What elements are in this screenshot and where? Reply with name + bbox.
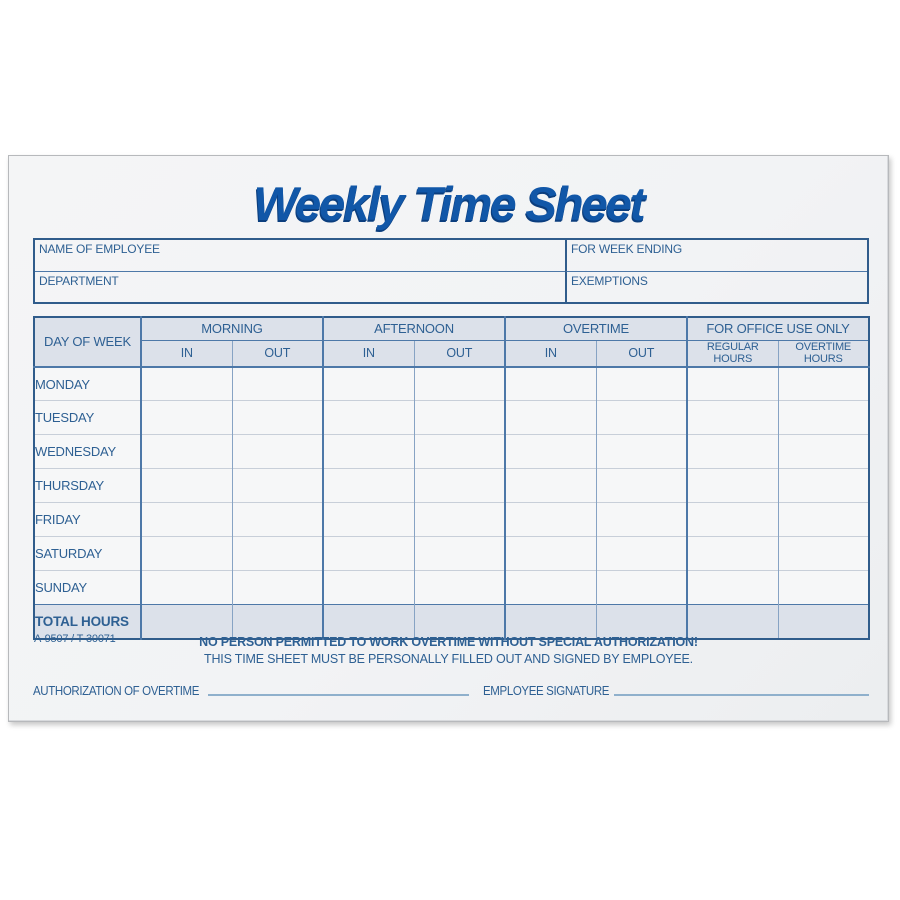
time-entry-cell bbox=[141, 537, 232, 571]
time-entry-cell bbox=[596, 537, 687, 571]
day-label-wednesday: WEDNESDAY bbox=[34, 435, 141, 469]
day-label-tuesday: TUESDAY bbox=[34, 401, 141, 435]
form-title: Weekly Time Sheet bbox=[253, 177, 644, 230]
time-entry-cell bbox=[323, 503, 414, 537]
timesheet-table bbox=[33, 316, 870, 640]
column-header-day-of-week: DAY OF WEEK bbox=[34, 317, 141, 367]
total-entry-cell bbox=[232, 605, 323, 639]
day-label-friday: FRIDAY bbox=[34, 503, 141, 537]
hours-entry-cell bbox=[687, 571, 778, 605]
column-header-office-use: FOR OFFICE USE ONLY bbox=[687, 317, 869, 340]
time-entry-cell bbox=[414, 469, 505, 503]
employee-signature-field bbox=[483, 680, 869, 698]
department-label: DEPARTMENT bbox=[39, 274, 119, 288]
time-entry-cell bbox=[141, 367, 232, 401]
time-entry-cell bbox=[414, 537, 505, 571]
time-entry-cell bbox=[323, 401, 414, 435]
column-header-afternoon: AFTERNOON bbox=[323, 317, 505, 340]
hours-entry-cell bbox=[778, 537, 869, 571]
time-entry-cell bbox=[414, 367, 505, 401]
column-header-morning-in: IN bbox=[141, 340, 232, 367]
column-header-overtime-in: IN bbox=[505, 340, 596, 367]
column-header-morning-out: OUT bbox=[232, 340, 323, 367]
signature-notice-text: THIS TIME SHEET MUST BE PERSONALLY FILLED OUT AND SIGNED BY EMPLOYEE. bbox=[204, 652, 693, 666]
table-row-total-hours bbox=[34, 605, 869, 639]
authorization-signature-line bbox=[208, 694, 469, 696]
time-entry-cell bbox=[414, 503, 505, 537]
time-entry-cell bbox=[505, 503, 596, 537]
time-entry-cell bbox=[596, 469, 687, 503]
name-of-employee-label: NAME OF EMPLOYEE bbox=[39, 242, 160, 256]
table-row-saturday bbox=[34, 537, 869, 571]
hours-entry-cell bbox=[687, 401, 778, 435]
hours-entry-cell bbox=[687, 367, 778, 401]
time-entry-cell bbox=[141, 503, 232, 537]
total-entry-cell bbox=[687, 605, 778, 639]
time-entry-cell bbox=[505, 537, 596, 571]
total-entry-cell bbox=[414, 605, 505, 639]
time-entry-cell bbox=[323, 367, 414, 401]
column-header-overtime-hours: OVERTIME HOURS bbox=[778, 340, 869, 367]
column-header-overtime-out: OUT bbox=[596, 340, 687, 367]
time-entry-cell bbox=[141, 401, 232, 435]
day-label-sunday: SUNDAY bbox=[34, 571, 141, 605]
timesheet-form bbox=[8, 155, 889, 722]
time-entry-cell bbox=[141, 469, 232, 503]
time-entry-cell bbox=[323, 537, 414, 571]
section-header-row bbox=[34, 317, 869, 340]
field-for-week-ending bbox=[565, 240, 867, 271]
hours-entry-cell bbox=[778, 401, 869, 435]
hours-entry-cell bbox=[687, 469, 778, 503]
time-entry-cell bbox=[141, 435, 232, 469]
overtime-warning-text: NO PERSON PERMITTED TO WORK OVERTIME WITHOUT SPECIAL AUTHORIZATION! bbox=[199, 635, 698, 649]
product-code: A-9507 / T-30071 bbox=[34, 633, 116, 645]
total-entry-cell bbox=[141, 605, 232, 639]
column-header-morning: MORNING bbox=[141, 317, 323, 340]
time-entry-cell bbox=[414, 435, 505, 469]
time-entry-cell bbox=[232, 537, 323, 571]
time-entry-cell bbox=[596, 401, 687, 435]
hours-entry-cell bbox=[687, 503, 778, 537]
total-entry-cell bbox=[596, 605, 687, 639]
time-entry-cell bbox=[232, 571, 323, 605]
table-row-tuesday bbox=[34, 401, 869, 435]
employee-signature-line bbox=[614, 694, 869, 696]
time-entry-cell bbox=[505, 435, 596, 469]
time-entry-cell bbox=[232, 435, 323, 469]
table-row-friday bbox=[34, 503, 869, 537]
authorization-of-overtime-label: AUTHORIZATION OF OVERTIME bbox=[33, 684, 200, 698]
time-entry-cell bbox=[505, 367, 596, 401]
field-name-of-employee bbox=[35, 240, 565, 271]
hours-entry-cell bbox=[778, 571, 869, 605]
employee-signature-label: EMPLOYEE SIGNATURE bbox=[482, 684, 609, 698]
hours-entry-cell bbox=[778, 469, 869, 503]
column-header-overtime: OVERTIME bbox=[505, 317, 687, 340]
total-entry-cell bbox=[778, 605, 869, 639]
employee-info-box bbox=[33, 238, 869, 304]
for-week-ending-label: FOR WEEK ENDING bbox=[571, 242, 683, 256]
time-entry-cell bbox=[505, 571, 596, 605]
time-entry-cell bbox=[141, 571, 232, 605]
day-label-thursday: THURSDAY bbox=[34, 469, 141, 503]
total-entry-cell bbox=[323, 605, 414, 639]
time-entry-cell bbox=[323, 435, 414, 469]
exemptions-label: EXEMPTIONS bbox=[571, 274, 648, 288]
field-department bbox=[35, 271, 565, 302]
table-row-sunday bbox=[34, 571, 869, 605]
time-entry-cell bbox=[323, 469, 414, 503]
time-entry-cell bbox=[232, 469, 323, 503]
hours-entry-cell bbox=[687, 537, 778, 571]
time-entry-cell bbox=[596, 571, 687, 605]
time-entry-cell bbox=[596, 435, 687, 469]
time-entry-cell bbox=[232, 367, 323, 401]
column-header-afternoon-out: OUT bbox=[414, 340, 505, 367]
authorization-of-overtime-field bbox=[33, 680, 469, 698]
time-entry-cell bbox=[596, 503, 687, 537]
time-entry-cell bbox=[414, 571, 505, 605]
table-row-wednesday bbox=[34, 435, 869, 469]
time-entry-cell bbox=[505, 469, 596, 503]
column-header-afternoon-in: IN bbox=[323, 340, 414, 367]
notices bbox=[9, 635, 888, 666]
table-row-monday bbox=[34, 367, 869, 401]
subheader-row bbox=[34, 340, 869, 367]
time-entry-cell bbox=[414, 401, 505, 435]
table-row-thursday bbox=[34, 469, 869, 503]
total-entry-cell bbox=[505, 605, 596, 639]
time-entry-cell bbox=[596, 367, 687, 401]
time-entry-cell bbox=[232, 401, 323, 435]
hours-entry-cell bbox=[778, 435, 869, 469]
hours-entry-cell bbox=[778, 367, 869, 401]
hours-entry-cell bbox=[687, 435, 778, 469]
time-entry-cell bbox=[505, 401, 596, 435]
time-entry-cell bbox=[323, 571, 414, 605]
column-header-regular-hours: REGULAR HOURS bbox=[687, 340, 778, 367]
day-label-monday: MONDAY bbox=[34, 367, 141, 401]
hours-entry-cell bbox=[778, 503, 869, 537]
time-entry-cell bbox=[232, 503, 323, 537]
day-label-saturday: SATURDAY bbox=[34, 537, 141, 571]
signature-row bbox=[33, 680, 869, 698]
field-exemptions bbox=[565, 271, 867, 302]
total-hours-label: TOTAL HOURS bbox=[34, 605, 141, 639]
